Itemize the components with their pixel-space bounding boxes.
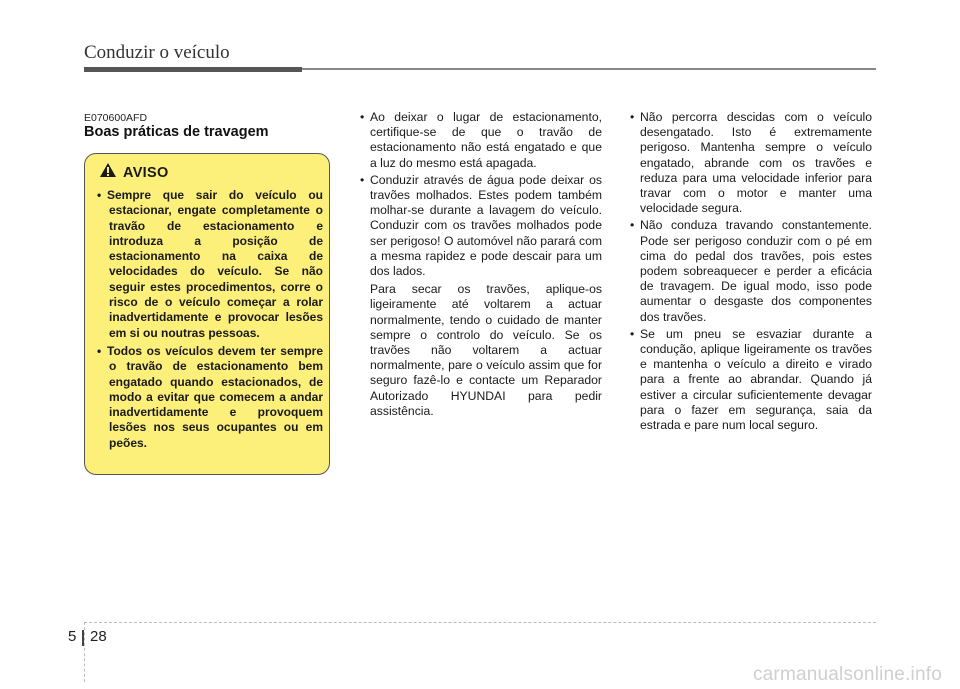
- warning-title: AVISO: [123, 164, 169, 181]
- chapter-number: 5: [68, 628, 77, 645]
- bullet-icon: •: [360, 110, 365, 124]
- list-item: • Não percorra descidas com o veículo desengatado. Isto é extremamente perigoso. Mantenha sempre o veículo engatado, abrande com os travões e reduza para uma velocidade inferior para travar com o motor e manter uma velocidade segura.: [630, 110, 872, 216]
- list-item: • Se um pneu se esvaziar durante a condução, aplique ligeiramente os travões e mantenha o veículo a direito e virado para a frente ao abrandar. Quando já estiver a circular suficientemente devagar para o fazer em segurança, saia da estrada e pare num local seguro.: [630, 326, 872, 433]
- column-right: [624, 110, 872, 435]
- column-middle: [354, 110, 602, 419]
- bullet-icon: •: [97, 343, 102, 358]
- section-title: Boas práticas de travagem: [84, 124, 269, 140]
- footer-rule: [84, 622, 876, 623]
- column-right-list: [624, 110, 872, 433]
- page-number-separator: [82, 630, 84, 646]
- bullet-icon: •: [630, 218, 635, 233]
- warning-triangle-icon: [99, 162, 117, 183]
- warning-box: [84, 153, 330, 475]
- column-middle-list: [354, 110, 602, 279]
- page-number: 28: [90, 628, 107, 645]
- list-item: • Não conduza travando constantemente. Pode ser perigoso conduzir com o pé em cima do pedal dos travões, pois estes podem sobreaquecer e perder a eficácia de travagem. De igual modo, isso pode aumentar o desgaste dos componentes dos travões.: [630, 218, 872, 324]
- watermark: carmanualsonline.info: [752, 664, 942, 685]
- warning-item: • Todos os veículos devem ter sempre o travão de estacionamento bem engatado quando estacionados, de modo a evitar que comecem a andar inadvertidamente e provoquem lesões nos seus ocupantes ou em peões.: [97, 343, 323, 450]
- header-title: Conduzir o veículo: [84, 42, 230, 63]
- footer-margin-line: [84, 622, 85, 682]
- list-item: • Conduzir através de água pode deixar os travões molhados. Estes podem também molhar-se durante a lavagem do veículo. Conduzir com os travões molhados pode ser perigoso! O automóvel não parará com a mesma rapidez e pode descair para um dos lados.: [360, 172, 602, 279]
- header-rule-line: [302, 68, 876, 70]
- warning-list: [91, 188, 323, 454]
- section-code: E070600AFD: [84, 112, 148, 124]
- list-item: • Ao deixar o lugar de estacionamento, certifique-se de que o travão de estacionamento não está engatado e que a luz do mesmo está apagada.: [360, 110, 602, 170]
- warning-header: [99, 162, 169, 183]
- paragraph: Para secar os travões, aplique-os ligeiramente até voltarem a actuar normalmente, tendo o cuidado de manter sempre o controlo do veículo. Se os travões não voltarem a actuar normalmente, pare o veículo assim que for seguro fazê-lo e contacte um Reparador Autorizado HYUNDAI para pedir assistência.: [370, 282, 602, 418]
- warning-item: • Sempre que sair do veículo ou estacionar, engate completamente o travão de estacionamento e introduza a posição de estacionamento na caixa de velocidades do veículo. Se não seguir estes procedimentos, corre o risco de o veículo começar a rolar inadvertidamente e provocar lesões em si ou noutras pessoas.: [97, 188, 323, 340]
- header-rule: [84, 67, 302, 72]
- bullet-icon: •: [630, 326, 635, 341]
- bullet-icon: •: [630, 110, 635, 124]
- bullet-icon: •: [97, 188, 102, 202]
- bullet-icon: •: [360, 172, 365, 187]
